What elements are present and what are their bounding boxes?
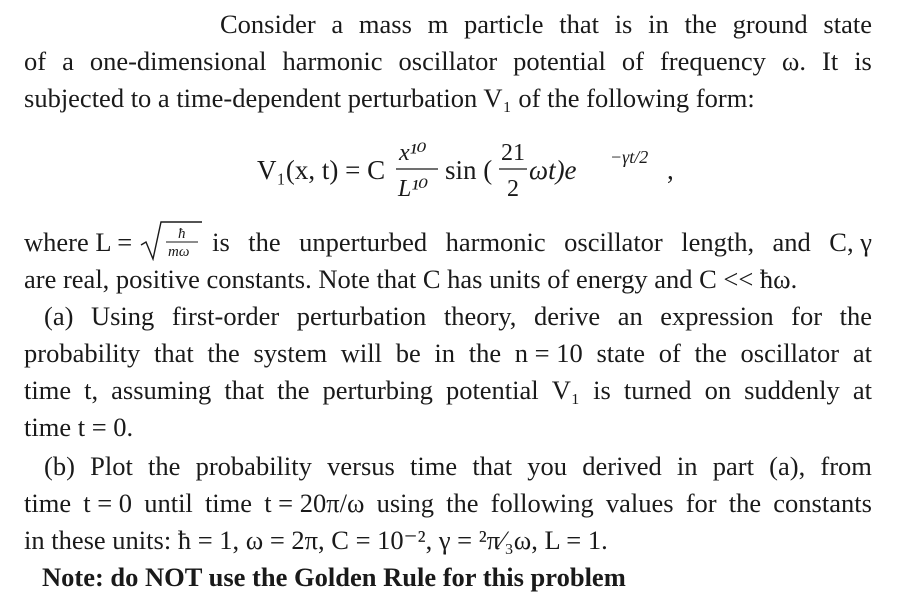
word: in	[676, 451, 698, 481]
word: Consider	[220, 9, 316, 39]
word: (b)	[44, 451, 75, 481]
part-a-line2	[24, 335, 872, 372]
word: that	[472, 451, 513, 481]
word: harmonic	[282, 46, 383, 76]
part-a-line4-text: time t = 0.	[24, 412, 134, 442]
word: the	[694, 338, 727, 368]
word: Plot	[90, 451, 133, 481]
paragraph2-line1	[24, 219, 872, 261]
word: Using	[90, 301, 155, 331]
word: one-dimensional	[89, 46, 267, 76]
word: on	[704, 375, 732, 405]
equation-exponent: −γt/2	[610, 147, 649, 167]
word: length,	[681, 227, 755, 257]
word: the	[277, 375, 310, 405]
equation-frac-num: 21	[501, 140, 525, 166]
word: t,	[84, 375, 99, 405]
word: the	[148, 451, 181, 481]
word: versus	[327, 451, 395, 481]
word: time	[24, 488, 72, 518]
word: t = 20π/ω	[264, 488, 365, 518]
word: that	[224, 375, 265, 405]
word: the	[446, 488, 479, 518]
word: (a)	[44, 301, 74, 331]
sqrt-denominator: mω	[168, 244, 190, 260]
equation-svg	[24, 117, 872, 215]
word: assuming	[111, 375, 212, 405]
word: C, γ	[829, 227, 872, 257]
word: potential	[445, 375, 539, 405]
part-b-line3-text: in these units: ħ = 1, ω = 2π, C = 10⁻², γ = ²π⁄₃ω, L = 1.	[24, 525, 608, 555]
word: time	[204, 488, 253, 518]
word: state	[823, 9, 872, 39]
word: potential	[513, 46, 606, 76]
word: in	[434, 338, 456, 368]
paragraph2-line2-text: are real, positive constants. Note that C has units of energy and C << ħω.	[24, 264, 798, 294]
word: in	[648, 9, 669, 39]
equation-sin: sin (	[445, 155, 493, 185]
word: m	[427, 9, 449, 39]
word: an	[617, 301, 643, 331]
word: It	[822, 46, 839, 76]
word: of	[621, 46, 644, 76]
word: (a),	[769, 451, 806, 481]
word: for	[791, 301, 823, 331]
word: oscillator	[564, 227, 663, 257]
word: probability	[24, 338, 141, 368]
word: at	[852, 338, 872, 368]
word: you	[527, 451, 568, 481]
word: particle	[464, 9, 544, 39]
word: time	[24, 375, 72, 405]
equation-tail: ωt)e	[529, 155, 577, 185]
equation-comma: ,	[667, 155, 674, 185]
word: turned	[623, 375, 692, 405]
word: the	[728, 488, 762, 518]
word: unperturbed	[299, 227, 428, 257]
paragraph2-line1-rest	[212, 224, 872, 261]
word: ground	[732, 9, 808, 39]
sqrt-svg	[140, 219, 202, 261]
word: state	[596, 338, 645, 368]
where-text: where L =	[24, 227, 133, 257]
word: a	[62, 46, 74, 76]
word: the	[248, 227, 281, 257]
note-line	[24, 559, 872, 596]
word: ω.	[781, 46, 806, 76]
word: constants	[773, 488, 872, 518]
word: a	[331, 9, 344, 39]
paragraph2-line2	[24, 261, 872, 298]
word: for	[685, 488, 717, 518]
equation-denominator: L¹⁰	[398, 176, 429, 202]
word: oscillator	[398, 46, 498, 76]
part-a-line1	[24, 298, 872, 335]
equation-numerator: x¹⁰	[399, 140, 427, 166]
word: V₁	[551, 375, 581, 405]
word: the	[684, 9, 717, 39]
paragraph1-line3	[24, 80, 872, 117]
word: perturbation	[296, 301, 427, 331]
word: of	[24, 46, 47, 76]
part-b-line2	[24, 485, 872, 522]
word: be	[395, 338, 421, 368]
word: system	[253, 338, 328, 368]
word: that	[153, 338, 194, 368]
word: using	[376, 488, 435, 518]
word: perturbing	[322, 375, 433, 405]
word: is	[593, 375, 611, 405]
paragraph1-line2	[24, 43, 872, 80]
word: the	[468, 338, 502, 368]
problem-text	[24, 6, 872, 596]
note-text: Note: do NOT use the Golden Rule for this problem	[42, 562, 626, 592]
word: that	[559, 9, 599, 39]
word: is	[854, 46, 872, 76]
word: oscillator	[740, 338, 840, 368]
word: n = 10	[514, 338, 583, 368]
part-a-line3	[24, 372, 872, 409]
word: harmonic	[445, 227, 546, 257]
word: frequency	[659, 46, 766, 76]
word: from	[820, 451, 872, 481]
sqrt-definition	[24, 219, 202, 261]
word: the	[207, 338, 240, 368]
equation-frac-den: 2	[507, 176, 519, 202]
word: part	[712, 451, 754, 481]
word: is	[212, 227, 230, 257]
word: mass	[358, 9, 412, 39]
paragraph1-line3-text: subjected to a time-dependent perturbation V₁ of the following form:	[24, 83, 755, 113]
word: probability	[195, 451, 312, 481]
part-a-line4	[24, 409, 872, 446]
part-b-line3	[24, 522, 872, 559]
part-b-line1	[24, 448, 872, 485]
word: suddenly	[744, 375, 840, 405]
word: theory,	[443, 301, 517, 331]
word: first-order	[171, 301, 280, 331]
word: derived	[582, 451, 662, 481]
word: is	[614, 9, 633, 39]
word: the	[839, 301, 872, 331]
word: derive	[533, 301, 601, 331]
paragraph1-line1	[24, 6, 872, 43]
word: and	[772, 227, 811, 257]
display-equation	[24, 117, 872, 215]
word: values	[605, 488, 674, 518]
word: expression	[660, 301, 774, 331]
word: at	[852, 375, 872, 405]
word: until	[144, 488, 193, 518]
sqrt-numerator: ħ	[178, 226, 186, 242]
word: will	[340, 338, 383, 368]
word: t = 0	[83, 488, 133, 518]
word: time	[410, 451, 458, 481]
equation-lhs: V₁(x, t) = C	[257, 155, 386, 185]
word: following	[490, 488, 594, 518]
word: of	[658, 338, 681, 368]
